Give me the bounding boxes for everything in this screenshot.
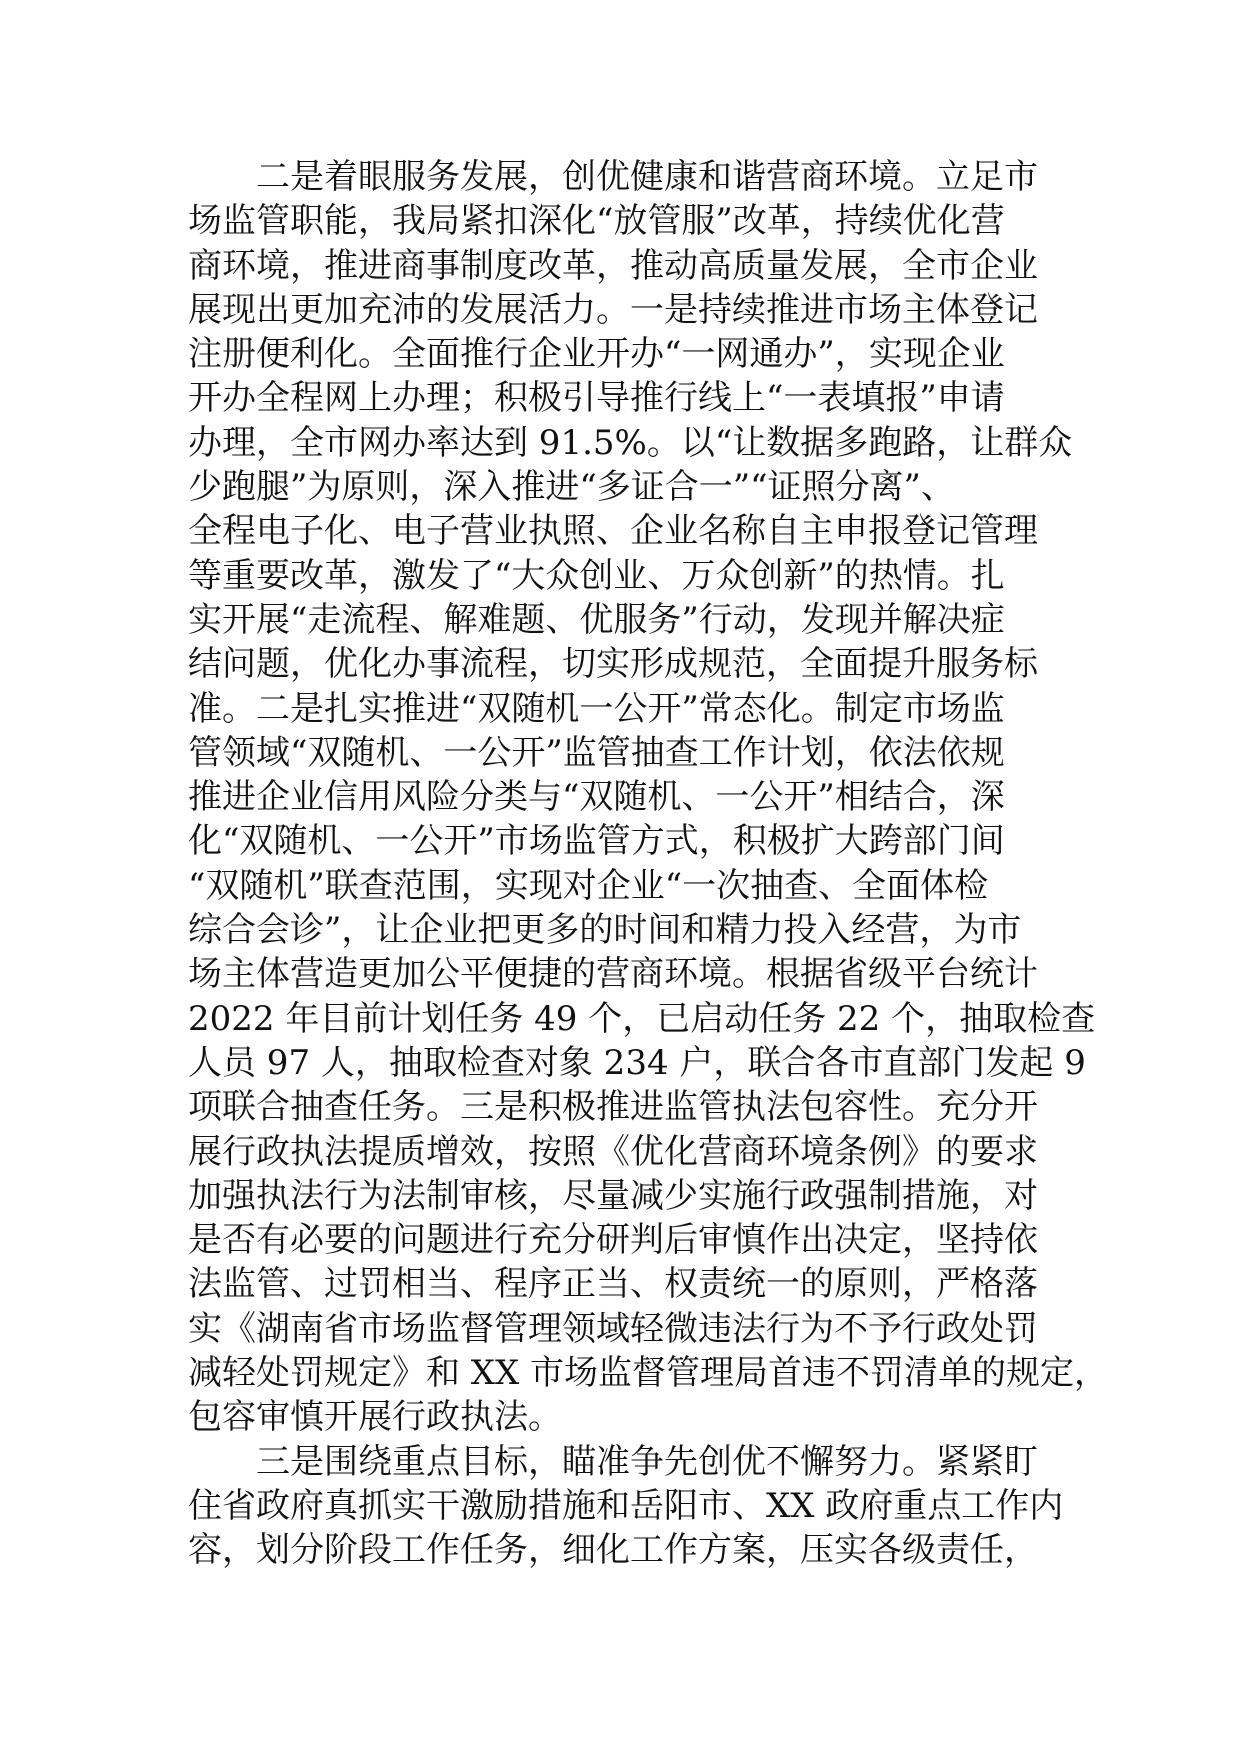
paragraph-line: 减轻处罚规定》和 XX 市场监督管理局首违不罚清单的规定， — [188, 1353, 1109, 1394]
paragraph-line: 三是围绕重点目标，瞄准争先创优不懈努力。紧紧盯 — [256, 1441, 1038, 1482]
paragraph-line: 开办全程网上办理；积极引导推行线上“一表填报”申请 — [188, 378, 1005, 419]
paragraph-line: 化“双随机、一公开”市场监管方式，积极扩大跨部门间 — [188, 821, 1005, 862]
paragraph-business-environment — [188, 155, 1109, 1440]
paragraph-line: 场主体营造更加公平便捷的营商环境。根据省级平台统计 — [188, 954, 1038, 995]
paragraph-line: 展现出更加充沛的发展活力。一是持续推进市场主体登记 — [188, 289, 1038, 330]
paragraph-line: 是否有必要的问题进行充分研判后审慎作出决定，坚持依 — [188, 1220, 1038, 1261]
paragraph-line: 场监管职能，我局紧扣深化“放管服”改革，持续优化营 — [188, 201, 1005, 242]
paragraph-line: “双随机”联查范围，实现对企业“一次抽查、全面体检 — [188, 865, 989, 906]
paragraph-line: 容，划分阶段工作任务，细化工作方案，压实各级责任， — [188, 1530, 1038, 1571]
paragraph-line: 商环境，推进商事制度改革，推动高质量发展，全市企业 — [188, 245, 1038, 286]
paragraph-line: 人员 97 人，抽取检查对象 234 户，联合各市直部门发起 9 — [188, 1042, 1086, 1083]
paragraph-line: 法监管、过罚相当、程序正当、权责统一的原则，严格落 — [188, 1264, 1038, 1305]
paragraph-line: 全程电子化、电子营业执照、企业名称自主申报登记管理 — [188, 511, 1038, 552]
paragraph-key-targets — [188, 1440, 1088, 1573]
paragraph-line: 加强执法行为法制审核，尽量减少实施行政强制措施，对 — [188, 1175, 1038, 1216]
paragraph-line: 结问题，优化办事流程，切实形成规范，全面提升服务标 — [188, 644, 1038, 685]
paragraph-line: 管领域“双随机、一公开”监管抽查工作计划，依法依规 — [188, 732, 1005, 773]
paragraph-line: 办理，全市网办率达到 91.5%。以“让数据多跑路，让群众 — [188, 422, 1073, 463]
paragraph-line: 二是着眼服务发展，创优健康和谐营商环境。立足市 — [256, 157, 1038, 197]
paragraph-line: 准。二是扎实推进“双随机一公开”常态化。制定市场监 — [188, 688, 1005, 729]
paragraph-line: 推进企业信用风险分类与“双随机、一公开”相结合，深 — [188, 777, 1005, 818]
paragraph-line: 2022 年目前计划任务 49 个，已启动任务 22 个，抽取检查 — [188, 998, 1096, 1039]
paragraph-line: 实开展“走流程、解难题、优服务”行动，发现并解决症 — [188, 599, 1005, 640]
paragraph-line: 实《湖南省市场监督管理领域轻微违法行为不予行政处罚 — [188, 1308, 1038, 1349]
paragraph-line: 展行政执法提质增效，按照《优化营商环境条例》的要求 — [188, 1131, 1038, 1172]
paragraph-line: 等重要改革，激发了“大众创业、万众创新”的热情。扎 — [188, 555, 1005, 596]
paragraph-line: 包容审慎开展行政执法。 — [188, 1397, 562, 1438]
paragraph-line: 住省政府真抓实干激励措施和岳阳市、XX 政府重点工作内 — [188, 1485, 1064, 1526]
paragraph-line: 项联合抽查任务。三是积极推进监管执法包容性。充分开 — [188, 1087, 1038, 1128]
paragraph-line: 注册便利化。全面推行企业开办“一网通办”，实现企业 — [188, 334, 1005, 375]
paragraph-line: 少跑腿”为原则，深入推进“多证合一”“证照分离”、 — [188, 467, 955, 508]
paragraph-line: 综合会诊”，让企业把更多的时间和精力投入经营，为市 — [188, 910, 1022, 951]
document-body — [188, 155, 1109, 1573]
